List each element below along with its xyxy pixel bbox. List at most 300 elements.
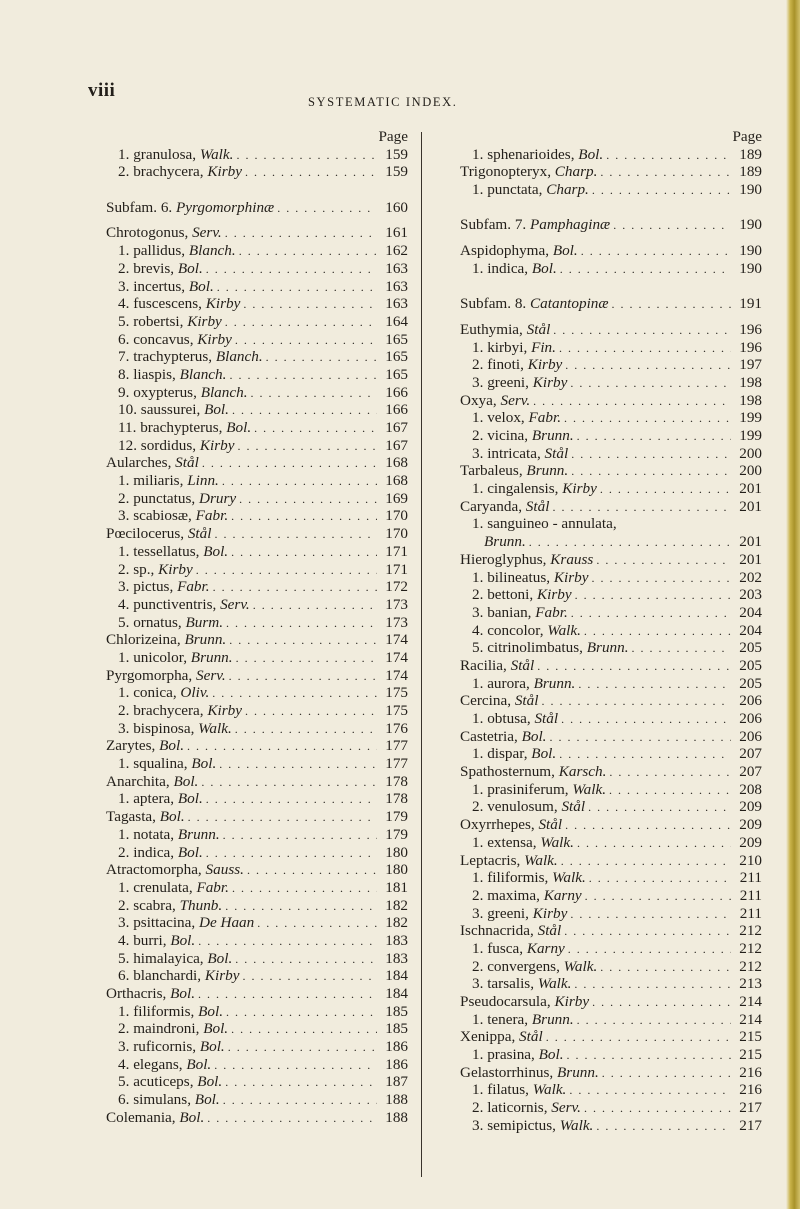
entry-text	[118, 649, 233, 667]
entry-text	[118, 1020, 228, 1038]
dot-leader	[231, 507, 377, 526]
page-ref: 212	[739, 922, 762, 940]
page-ref: 174	[385, 648, 408, 666]
taxon-name: 6. simulans,	[118, 1091, 195, 1109]
index-entry	[460, 569, 762, 587]
entry-text	[118, 614, 223, 632]
page-ref: 204	[739, 621, 762, 639]
index-entry	[106, 667, 408, 685]
taxon-name: 2. punctatus,	[118, 489, 199, 507]
taxon-name: 9. oxypterus,	[118, 383, 201, 401]
spacer	[460, 278, 762, 296]
dot-leader	[254, 419, 377, 438]
index-entry	[106, 401, 408, 419]
index-entry	[106, 578, 408, 596]
taxon-name: 3. pictus,	[118, 578, 178, 596]
index-entry	[460, 869, 762, 887]
taxon-author: Bol.	[177, 843, 203, 861]
index-entry	[460, 551, 762, 569]
taxon-author: Fabr.	[177, 578, 210, 596]
page-ref: 198	[739, 373, 762, 391]
page-ref: 172	[385, 578, 408, 596]
entry-text	[472, 374, 567, 392]
dot-leader	[585, 887, 731, 906]
taxon-name: 3. scabiosæ,	[118, 507, 196, 525]
entry-text	[118, 331, 232, 349]
page-ref: 217	[739, 1116, 762, 1134]
page-number: viii	[88, 80, 116, 101]
taxon-author: Bol.	[203, 1020, 229, 1038]
page-ref: 163	[385, 259, 408, 277]
page-ref: 178	[385, 772, 408, 790]
taxon-author: Walk.	[563, 957, 598, 975]
taxon-name: 1. sanguineo - annulata,	[472, 515, 617, 533]
spacer	[460, 234, 762, 242]
entry-text	[118, 1091, 220, 1109]
entry-text	[472, 622, 581, 640]
entry-text	[472, 675, 575, 693]
page-ref: 205	[739, 656, 762, 674]
taxon-author: Fabr.	[535, 603, 568, 621]
taxon-author: Krauss	[550, 550, 594, 568]
page-ref: 209	[739, 816, 762, 834]
index-entry	[106, 1091, 408, 1109]
dot-leader	[549, 728, 731, 747]
dot-leader	[229, 366, 377, 385]
index-entry	[460, 993, 762, 1011]
taxon-name: Subfam. 7.	[460, 216, 531, 234]
entry-text	[118, 844, 203, 862]
entry-text	[460, 242, 578, 260]
entry-text	[106, 667, 226, 685]
taxon-name: Oxya,	[460, 391, 501, 409]
dot-leader	[214, 1056, 377, 1075]
index-entry	[106, 224, 408, 242]
entry-text	[118, 260, 203, 278]
dot-leader	[251, 384, 377, 403]
dot-leader	[589, 869, 731, 888]
taxon-author: Charp.	[546, 181, 589, 199]
dot-leader	[226, 1003, 377, 1022]
dot-leader	[239, 490, 377, 509]
page-ref: 184	[385, 967, 408, 985]
taxon-name: 2. scabra,	[118, 896, 180, 914]
dot-leader	[567, 1046, 731, 1065]
index-entry	[106, 808, 408, 826]
entry-text	[118, 578, 210, 596]
page-ref: 211	[739, 904, 762, 922]
entry-text	[472, 710, 558, 728]
taxon-name: 3. greeni,	[472, 373, 533, 391]
taxon-author: Kirby	[158, 560, 193, 578]
dot-leader	[559, 339, 731, 358]
page-ref: 177	[385, 737, 408, 755]
entry-text	[472, 1117, 593, 1135]
dot-leader	[257, 914, 377, 933]
taxon-name: 8. liaspis,	[118, 365, 180, 383]
entry-text	[118, 950, 232, 968]
entry-text	[472, 905, 567, 923]
dot-leader	[245, 702, 377, 721]
dot-leader	[541, 692, 731, 711]
index-entry	[460, 462, 762, 480]
entry-text	[106, 737, 184, 755]
entry-text	[118, 278, 214, 296]
dot-leader	[225, 897, 377, 916]
index-entry	[460, 639, 762, 657]
dot-leader	[202, 454, 377, 473]
index-entry	[106, 260, 408, 278]
taxon-name: Racilia,	[460, 656, 511, 674]
index-entry	[460, 657, 762, 675]
taxon-author: Bol.	[531, 259, 557, 277]
taxon-name: 1. bilineatus,	[472, 568, 554, 586]
entry-text	[472, 604, 568, 622]
dot-leader	[537, 657, 731, 676]
taxon-author: Fabr.	[196, 878, 229, 896]
taxon-name: Orthacris,	[106, 985, 171, 1002]
index-entry	[460, 515, 762, 533]
page-ref: 204	[739, 603, 762, 621]
entry-text	[118, 967, 240, 985]
index-entry	[460, 922, 762, 940]
index-entry	[460, 816, 762, 834]
index-entry	[106, 897, 408, 915]
page-ref: 206	[739, 727, 762, 745]
index-entry	[106, 1038, 408, 1056]
running-title: SYSTEMATIC INDEX.	[308, 95, 458, 109]
entry-text	[472, 356, 562, 374]
index-entry	[106, 737, 408, 755]
entry-text	[472, 480, 597, 498]
taxon-author: Kirby	[562, 480, 597, 498]
dot-leader	[266, 348, 377, 367]
page-ref: 196	[739, 320, 762, 338]
taxon-author: Stål	[519, 1028, 543, 1046]
page-ref: 205	[739, 674, 762, 692]
dot-leader	[212, 684, 377, 703]
taxon-name: 2. bettoni,	[472, 586, 537, 604]
dot-leader	[529, 533, 731, 552]
page-ref: 190	[739, 242, 762, 260]
dot-leader	[222, 472, 377, 491]
entry-text	[118, 507, 228, 525]
page-ref: 210	[739, 851, 762, 869]
entry-text	[472, 781, 606, 799]
taxon-author: Blanch.	[179, 365, 227, 383]
dot-leader	[223, 1091, 377, 1110]
index-entry	[460, 1099, 762, 1117]
dot-leader	[247, 861, 377, 880]
index-entry	[106, 472, 408, 490]
taxon-name: 2. brachycera,	[118, 163, 208, 181]
entry-text	[484, 533, 526, 551]
taxon-name: Hieroglyphus,	[460, 550, 551, 568]
index-entry	[106, 163, 408, 181]
entry-text	[118, 419, 251, 437]
dot-leader	[207, 1109, 377, 1128]
index-entry	[106, 702, 408, 720]
dot-leader	[236, 146, 377, 165]
taxon-author: Catantopinæ	[530, 295, 609, 313]
entry-text	[118, 401, 229, 419]
dot-leader	[533, 392, 731, 411]
entry-text	[118, 242, 236, 260]
index-entry	[460, 975, 762, 993]
index-entry	[460, 604, 762, 622]
index-entry	[106, 1056, 408, 1074]
index-entry	[106, 146, 408, 164]
taxon-author: Bol.	[531, 745, 557, 763]
entry-text	[460, 1028, 543, 1046]
taxon-name: 3. psittacina,	[118, 914, 199, 932]
entry-text	[472, 639, 629, 657]
page-ref: 197	[739, 356, 762, 374]
taxon-name: 1. miliaris,	[118, 472, 188, 490]
dot-leader	[188, 808, 377, 827]
index-entry	[106, 861, 408, 879]
page-ref: 207	[739, 745, 762, 763]
dot-leader	[225, 1073, 377, 1092]
dot-leader	[571, 462, 731, 481]
taxon-author: Bol.	[170, 931, 196, 949]
entry-text	[106, 808, 185, 826]
dot-leader	[235, 950, 377, 969]
dot-leader	[592, 993, 731, 1012]
taxon-name: 11. brachypterus,	[118, 419, 227, 436]
taxon-author: Bol.	[207, 949, 233, 967]
page-ref: 166	[385, 401, 408, 419]
taxon-author: Bol.	[179, 1108, 205, 1126]
taxon-author: Serv.	[196, 666, 226, 684]
index-entry	[460, 1081, 762, 1099]
taxon-author: Drury	[199, 489, 237, 507]
page-ref: 183	[385, 949, 408, 967]
taxon-author: Fabr.	[195, 507, 229, 525]
taxon-name: Euthymia,	[460, 320, 527, 338]
taxon-name: 3. incertus,	[118, 277, 189, 295]
dot-leader	[553, 321, 731, 340]
taxon-author: Stål	[534, 710, 559, 727]
page-ref: 200	[739, 444, 762, 462]
taxon-author: Stål	[526, 320, 551, 338]
entry-text	[118, 348, 263, 366]
taxon-name: Subfam. 6.	[106, 198, 177, 216]
page-ref: 162	[385, 242, 408, 260]
taxon-author: Charp.	[554, 163, 598, 181]
index-entry	[106, 1003, 408, 1021]
taxon-name: 2. convergens,	[472, 957, 564, 975]
index-entry	[106, 932, 408, 950]
taxon-name: 3. ruficornis,	[118, 1038, 200, 1056]
index-entry	[460, 427, 762, 445]
taxon-name: 1. tessellatus,	[118, 542, 204, 560]
entry-text	[118, 826, 220, 844]
taxon-name: Subfam. 8.	[460, 295, 531, 313]
page-ref: 190	[739, 181, 762, 199]
taxon-name: Gelastorrhinus,	[460, 1063, 558, 1081]
taxon-name: 2. maindroni,	[118, 1020, 204, 1038]
entry-text	[118, 163, 242, 181]
taxon-author: De Haan	[198, 914, 255, 932]
taxon-name: Caryanda,	[460, 497, 526, 515]
index-entry	[106, 826, 408, 844]
index-entry	[106, 914, 408, 932]
dot-leader	[561, 852, 731, 871]
entry-text	[472, 869, 586, 887]
index-entry	[460, 295, 762, 313]
taxon-name: 1. punctata,	[472, 181, 547, 199]
page-ref: 214	[739, 1010, 762, 1028]
index-entry	[106, 684, 408, 702]
entry-text	[472, 181, 589, 199]
entry-text	[118, 684, 209, 702]
taxon-name: 1. tenera,	[472, 1010, 532, 1028]
taxon-author: Fabr.	[528, 409, 562, 427]
page-ref: 206	[739, 692, 762, 710]
taxon-name: 1. granulosa,	[118, 145, 200, 163]
taxon-author: Bol.	[552, 242, 578, 260]
entry-text	[472, 940, 565, 958]
spacer	[460, 313, 762, 321]
page-ref: 205	[739, 639, 762, 657]
page-ref: 196	[739, 338, 762, 356]
taxon-name: Anarchita,	[106, 772, 174, 790]
index-entry	[460, 1028, 762, 1046]
entry-text	[472, 887, 582, 905]
taxon-author: Blanch.	[215, 348, 263, 366]
entry-text	[460, 551, 593, 569]
page-ref: 171	[385, 542, 408, 560]
page-ref: 182	[385, 914, 408, 932]
dot-leader	[565, 816, 731, 835]
page-ref: 216	[739, 1081, 762, 1099]
entry-text	[472, 834, 574, 852]
page-ref: 164	[385, 312, 408, 330]
taxon-author: Bol.	[177, 790, 203, 808]
taxon-author: Brunn.	[184, 631, 227, 649]
taxon-author: Walk.	[552, 869, 586, 887]
page-ref: 203	[739, 586, 762, 604]
entry-text	[460, 163, 597, 181]
page-ref: 166	[385, 383, 408, 401]
taxon-name: Castetria,	[460, 727, 522, 745]
dot-leader	[231, 1020, 377, 1039]
entry-text	[472, 515, 617, 533]
page-column-label: Page	[378, 128, 408, 145]
taxon-name: Oxyrrhepes,	[460, 816, 539, 834]
index-entry	[460, 1117, 762, 1135]
page-ref: 176	[385, 719, 408, 737]
entry-text	[118, 1073, 222, 1091]
dot-leader	[206, 790, 377, 809]
entry-text	[472, 260, 557, 278]
taxon-author: Kirby	[199, 436, 235, 454]
entry-text	[472, 745, 556, 763]
taxon-author: Karsch.	[558, 763, 607, 781]
taxon-name: Aspidophyma,	[460, 242, 553, 260]
taxon-author: Bol.	[188, 277, 214, 295]
entry-text	[460, 993, 589, 1011]
taxon-author: Stål	[187, 525, 212, 543]
taxon-author: Bol.	[170, 985, 195, 1002]
page-ref: 161	[385, 224, 408, 242]
taxon-author: Walk.	[537, 975, 572, 993]
dot-leader	[609, 763, 731, 782]
taxon-name: Aularches,	[106, 454, 176, 472]
dot-leader	[236, 649, 377, 668]
index-entry	[460, 409, 762, 427]
index-entry	[106, 1073, 408, 1091]
taxon-name: 1. cingalensis,	[472, 480, 563, 498]
dot-leader	[243, 295, 377, 314]
entry-text	[460, 295, 609, 313]
dot-leader	[546, 1028, 731, 1047]
index-entry	[460, 498, 762, 516]
index-entry	[460, 675, 762, 693]
index-entry	[460, 745, 762, 763]
entry-text	[472, 1081, 566, 1099]
entry-text	[118, 313, 222, 331]
index-entry	[106, 419, 408, 437]
page-ref: 211	[739, 869, 762, 887]
taxon-author: Brunn.	[557, 1063, 599, 1081]
index-entry	[460, 392, 762, 410]
index-entry	[460, 798, 762, 816]
taxon-author: Serv.	[220, 595, 250, 613]
taxon-name: Tagasta,	[106, 808, 160, 826]
taxon-author: Walk.	[572, 780, 606, 798]
taxon-name: Ischnacrida,	[460, 922, 538, 940]
entry-text	[118, 437, 234, 455]
page-ref: 189	[739, 163, 762, 181]
taxon-author: Brunn.	[533, 674, 576, 692]
taxon-name: 4. concolor,	[472, 621, 548, 639]
index-entry	[106, 278, 408, 296]
dot-leader	[201, 773, 377, 792]
taxon-name: 1. aurora,	[472, 674, 534, 692]
entry-text	[460, 1064, 599, 1082]
page-ref: 202	[739, 568, 762, 586]
taxon-name: Chrotogonus,	[106, 224, 193, 242]
page-ref: 216	[739, 1063, 762, 1081]
index-entry	[106, 313, 408, 331]
taxon-name: 1. filatus,	[472, 1081, 533, 1099]
taxon-name: 1. extensa,	[472, 833, 541, 851]
dot-leader	[564, 922, 731, 941]
taxon-author: Bol.	[203, 542, 229, 560]
index-entry	[106, 950, 408, 968]
index-entry	[460, 480, 762, 498]
index-entry	[106, 790, 408, 808]
page-ref: 215	[739, 1028, 762, 1046]
index-entry	[460, 710, 762, 728]
taxon-author: Stål	[537, 922, 562, 940]
page-ref: 187	[385, 1073, 408, 1091]
taxon-author: Bol.	[159, 737, 185, 755]
dot-leader	[196, 561, 377, 580]
taxon-author: Stål	[525, 497, 550, 515]
page-ref: 170	[385, 525, 408, 543]
taxon-author: Blanch.	[188, 242, 236, 260]
taxon-author: Brunn.	[531, 427, 574, 444]
taxon-author: Kirby	[204, 967, 240, 985]
taxon-name: Tarbaleus,	[460, 462, 527, 480]
taxon-name: 3. intricata,	[472, 444, 545, 462]
taxon-name: 5. himalayica,	[118, 949, 208, 967]
taxon-author: Stål	[175, 454, 199, 472]
taxon-author: Bol.	[186, 1055, 212, 1073]
